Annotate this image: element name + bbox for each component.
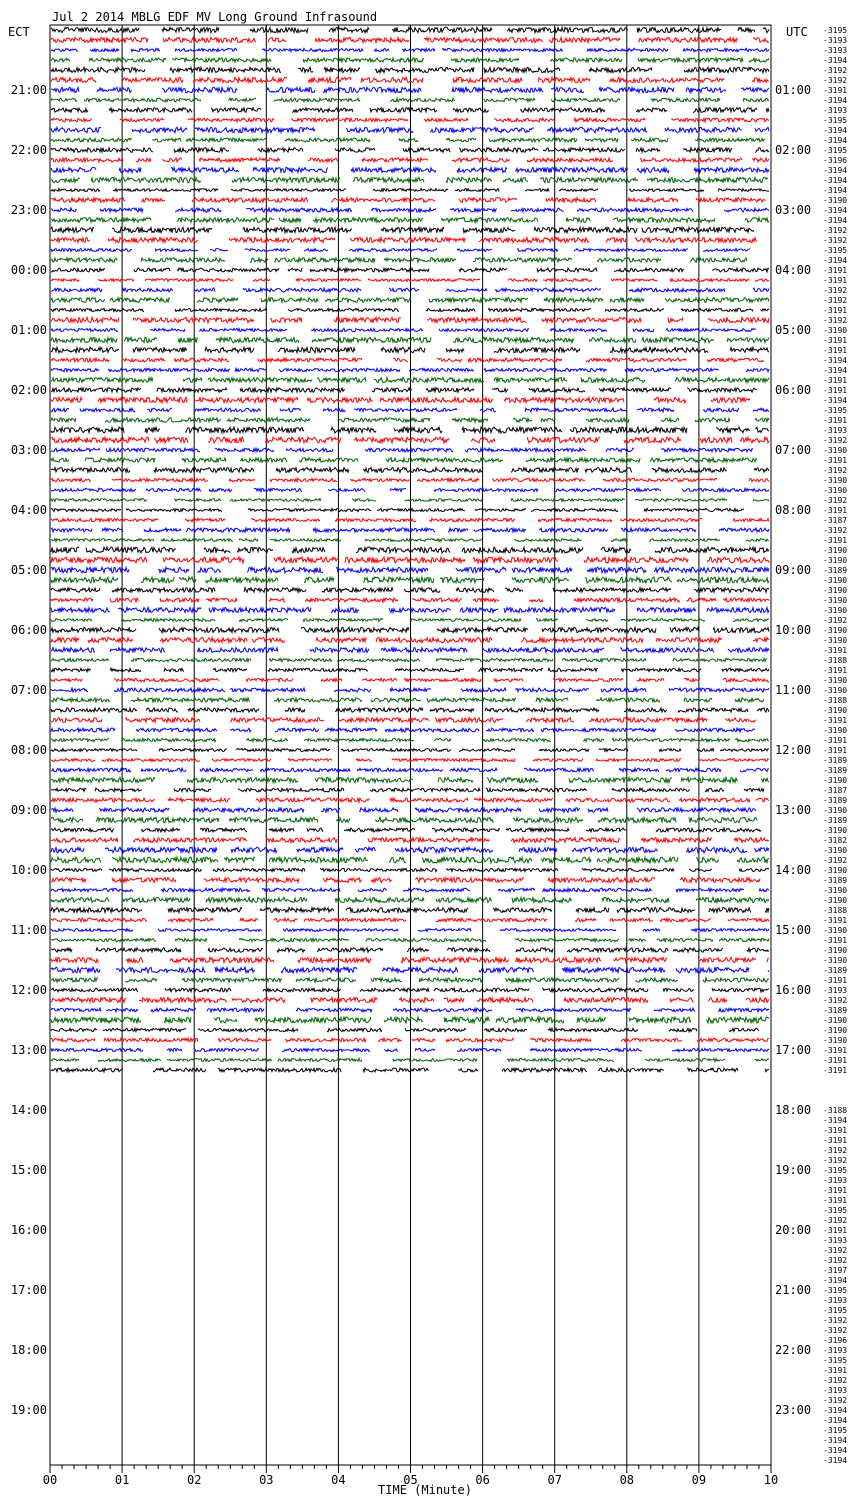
trace-row-20 [51, 227, 754, 233]
trace-offset-label: -3192 [823, 616, 848, 625]
trace-offset-label: -3191 [823, 86, 848, 95]
trace-row-80 [51, 828, 761, 832]
trace-offset-label: -3191 [823, 716, 848, 725]
left-hour-label: 22:00 [10, 143, 47, 157]
left-hour-label: 10:00 [10, 863, 47, 877]
left-hour-label: 03:00 [10, 443, 47, 457]
trace-offset-label: -3190 [823, 776, 848, 785]
trace-offset-label: -3195 [823, 1306, 848, 1315]
trace-offset-label: -3195 [823, 1356, 848, 1365]
trace-offset-label: -3193 [823, 1386, 848, 1395]
trace-row-67 [51, 698, 764, 702]
trace-offset-label: -3193 [823, 986, 848, 995]
trace-offset-label: -3190 [823, 886, 848, 895]
trace-offset-label: -3195 [823, 1206, 848, 1215]
trace-row-23 [51, 258, 747, 262]
trace-offset-label: -3192 [823, 1246, 848, 1255]
x-tick-label-9: 09 [691, 1473, 707, 1487]
right-hour-label: 23:00 [775, 1403, 812, 1417]
trace-offset-label: -3190 [823, 896, 848, 905]
trace-offset-label: -3196 [823, 1336, 848, 1345]
trace-row-37 [51, 397, 750, 402]
left-hour-label: 05:00 [10, 563, 47, 577]
trace-offset-label: -3192 [823, 1256, 848, 1265]
chart-title: Jul 2 2014 MBLG EDF MV Long Ground Infrasound [52, 10, 378, 24]
trace-offset-label: -3192 [823, 236, 848, 245]
trace-offset-label: -3196 [823, 156, 848, 165]
trace-offset-label: -3192 [823, 1396, 848, 1405]
left-hour-label: 00:00 [10, 263, 47, 277]
trace-offset-label: -3190 [823, 866, 848, 875]
x-tick-label-2: 02 [186, 1473, 202, 1487]
trace-offset-label: -3191 [823, 646, 848, 655]
trace-offset-label: -3190 [823, 956, 848, 965]
right-axis-title: UTC [786, 25, 808, 39]
trace-offset-label: -3195 [823, 1286, 848, 1295]
x-tick-label-7: 07 [547, 1473, 562, 1487]
trace-offset-label: -3194 [823, 166, 848, 175]
trace-offset-label: -3188 [823, 1106, 848, 1115]
trace-offset-label: -3194 [823, 366, 848, 375]
trace-offset-label: -3191 [823, 376, 848, 385]
trace-offset-label: -3191 [823, 936, 848, 945]
trace-offset-label: -3193 [823, 1346, 848, 1355]
trace-offset-label: -3187 [823, 516, 848, 525]
trace-offset-label: -3194 [823, 1436, 848, 1445]
x-tick-label-3: 03 [259, 1473, 274, 1487]
trace-offset-label: -3191 [823, 1186, 848, 1195]
trace-row-33 [51, 358, 764, 362]
trace-offset-label: -3190 [823, 806, 848, 815]
trace-row-42 [51, 448, 753, 452]
trace-offset-label: -3192 [823, 1216, 848, 1225]
right-hour-label: 14:00 [775, 863, 812, 877]
trace-offset-label: -3190 [823, 686, 848, 695]
trace-offset-label: -3194 [823, 1456, 848, 1465]
trace-offset-label: -3191 [823, 666, 848, 675]
left-hour-label: 09:00 [10, 803, 47, 817]
right-hour-label: 16:00 [775, 983, 812, 997]
trace-offset-label: -3191 [823, 1046, 848, 1055]
trace-offset-label: -3192 [823, 226, 848, 235]
trace-offset-label: -3191 [823, 386, 848, 395]
left-hour-label: 02:00 [10, 383, 47, 397]
trace-offset-label: -3194 [823, 136, 848, 145]
trace-offset-label: -3189 [823, 1006, 848, 1015]
trace-offset-label: -3195 [823, 246, 848, 255]
trace-offset-label: -3189 [823, 816, 848, 825]
trace-offset-label: -3190 [823, 606, 848, 615]
trace-offset-label: -3191 [823, 1066, 848, 1075]
trace-offset-label: -3191 [823, 1226, 848, 1235]
right-hour-label: 12:00 [775, 743, 812, 757]
trace-offset-label: -3194 [823, 356, 848, 365]
left-hour-label: 23:00 [10, 203, 47, 217]
trace-offset-label: -3193 [823, 1296, 848, 1305]
trace-offset-label: -3192 [823, 496, 848, 505]
trace-offset-label: -3190 [823, 706, 848, 715]
left-hour-label: 13:00 [10, 1043, 47, 1057]
right-hour-label: 02:00 [775, 143, 812, 157]
trace-offset-label: -3192 [823, 76, 848, 85]
right-hour-label: 17:00 [775, 1043, 812, 1057]
trace-offset-label: -3190 [823, 1036, 848, 1045]
trace-offset-label: -3191 [823, 336, 848, 345]
trace-offset-label: -3190 [823, 1026, 848, 1035]
trace-offset-label: -3192 [823, 1376, 848, 1385]
right-hour-label: 11:00 [775, 683, 812, 697]
trace-offset-label: -3191 [823, 536, 848, 545]
trace-offset-label: -3189 [823, 766, 848, 775]
trace-offset-label: -3190 [823, 826, 848, 835]
trace-offset-label: -3194 [823, 396, 848, 405]
trace-row-36 [51, 388, 757, 393]
trace-offset-label: -3188 [823, 656, 848, 665]
trace-offset-label: -3190 [823, 446, 848, 455]
trace-offset-label: -3195 [823, 146, 848, 155]
trace-offset-label: -3193 [823, 1236, 848, 1245]
right-hour-label: 09:00 [775, 563, 812, 577]
trace-offset-label: -3190 [823, 596, 848, 605]
trace-row-17 [51, 198, 765, 203]
trace-offset-label: -3191 [823, 1366, 848, 1375]
left-hour-label: 06:00 [10, 623, 47, 637]
trace-offset-label: -3187 [823, 786, 848, 795]
trace-offset-label: -3194 [823, 206, 848, 215]
trace-offset-label: -3194 [823, 1116, 848, 1125]
trace-offset-label: -3192 [823, 436, 848, 445]
trace-offset-label: -3192 [823, 316, 848, 325]
trace-offset-label: -3190 [823, 586, 848, 595]
x-tick-label-1: 01 [114, 1473, 130, 1487]
trace-offset-label: -3195 [823, 406, 848, 415]
trace-offset-label: -3191 [823, 506, 848, 515]
right-hour-label: 18:00 [775, 1103, 812, 1117]
x-axis-label: TIME (Minute) [378, 1483, 472, 1497]
left-hour-labels [11, 83, 47, 1417]
left-hour-label: 14:00 [10, 1103, 47, 1117]
x-tick-label-5: 05 [403, 1473, 418, 1487]
x-tick-label-4: 04 [331, 1473, 346, 1487]
trace-offset-label: -3194 [823, 1416, 848, 1425]
trace-offset-label: -3192 [823, 296, 848, 305]
trace-offset-label: -3190 [823, 196, 848, 205]
trace-offset-label: -3192 [823, 1146, 848, 1155]
trace-offset-label: -3192 [823, 1326, 848, 1335]
trace-offset-label: -3191 [823, 746, 848, 755]
trace-offset-label: -3190 [823, 1016, 848, 1025]
trace-offset-label: -3192 [823, 286, 848, 295]
trace-row-48 [51, 509, 744, 512]
trace-offset-label: -3191 [823, 976, 848, 985]
left-hour-label: 15:00 [10, 1163, 47, 1177]
trace-offset-label: -3190 [823, 846, 848, 855]
left-axis-title: ECT [8, 25, 30, 39]
trace-offset-label: -3193 [823, 106, 848, 115]
trace-offset-label: -3194 [823, 1446, 848, 1455]
trace-offset-label: -3197 [823, 1266, 848, 1275]
trace-offset-label: -3189 [823, 796, 848, 805]
trace-row-69 [51, 718, 756, 723]
x-tick-label-10: 10 [763, 1473, 779, 1487]
right-hour-label: 10:00 [775, 623, 812, 637]
trace-offset-label: -3191 [823, 1056, 848, 1065]
trace-offset-label: -3190 [823, 676, 848, 685]
right-hour-label: 08:00 [775, 503, 812, 517]
trace-offset-label: -3195 [823, 1166, 848, 1175]
right-hour-label: 22:00 [775, 1343, 812, 1357]
trace-row-11 [51, 138, 765, 142]
trace-offset-label: -3189 [823, 756, 848, 765]
trace-offset-label: -3192 [823, 1316, 848, 1325]
trace-row-63 [51, 658, 767, 661]
trace-offset-label: -3192 [823, 996, 848, 1005]
trace-offset-label: -3192 [823, 526, 848, 535]
trace-row-85 [51, 878, 760, 883]
right-hour-label: 20:00 [775, 1223, 812, 1237]
left-hour-label: 16:00 [10, 1223, 47, 1237]
right-hour-label: 13:00 [775, 803, 812, 817]
x-tick-label-6: 06 [475, 1473, 490, 1487]
trace-offset-label: -3190 [823, 476, 848, 485]
trace-offset-label: -3189 [823, 876, 848, 885]
trace-offset-label: -3190 [823, 486, 848, 495]
right-hour-label: 19:00 [775, 1163, 812, 1177]
trace-offset-label: -3192 [823, 466, 848, 475]
right-hour-label: 05:00 [775, 323, 812, 337]
left-hour-label: 07:00 [10, 683, 47, 697]
right-hour-label: 07:00 [775, 443, 812, 457]
trace-offset-label: -3195 [823, 26, 848, 35]
trace-offset-label: -3190 [823, 726, 848, 735]
trace-offset-label: -3188 [823, 906, 848, 915]
trace-offset-label: -3191 [823, 276, 848, 285]
left-hour-label: 08:00 [10, 743, 47, 757]
right-hour-label: 06:00 [775, 383, 812, 397]
trace-row-76 [51, 788, 764, 792]
left-hour-label: 12:00 [10, 983, 47, 997]
trace-offset-label: -3191 [823, 1196, 848, 1205]
trace-row-70 [51, 728, 755, 732]
right-hour-label: 21:00 [775, 1283, 812, 1297]
trace-offset-label: -3191 [823, 916, 848, 925]
trace-offset-label: -3191 [823, 346, 848, 355]
right-hour-labels [775, 83, 811, 1417]
trace-offset-label: -3194 [823, 1276, 848, 1285]
trace-row-79 [51, 817, 757, 822]
trace-offset-label: -3193 [823, 1176, 848, 1185]
trace-offset-label: -3194 [823, 216, 848, 225]
trace-offset-label: -3191 [823, 456, 848, 465]
right-hour-label: 01:00 [775, 83, 812, 97]
trace-row-21 [51, 237, 757, 242]
trace-offset-label: -3194 [823, 176, 848, 185]
x-tick-label-0: 00 [42, 1473, 58, 1487]
trace-offset-label: -3191 [823, 1136, 848, 1145]
trace-offset-label: -3191 [823, 306, 848, 315]
left-hour-label: 21:00 [10, 83, 47, 97]
trace-offset-label: -3190 [823, 556, 848, 565]
trace-offset-label: -3194 [823, 56, 848, 65]
trace-offset-label: -3190 [823, 546, 848, 555]
left-hour-label: 19:00 [10, 1403, 47, 1417]
trace-offset-label: -3190 [823, 926, 848, 935]
right-hour-label: 03:00 [775, 203, 812, 217]
trace-offset-label: -3190 [823, 626, 848, 635]
trace-offset-label: -3191 [823, 416, 848, 425]
trace-offset-label: -3194 [823, 126, 848, 135]
trace-offset-label: -3193 [823, 36, 848, 45]
trace-offset-label: -3195 [823, 1426, 848, 1435]
trace-offset-label: -3195 [823, 116, 848, 125]
trace-offset-label: -3192 [823, 1156, 848, 1165]
trace-offset-label: -3193 [823, 46, 848, 55]
trace-row-22 [51, 249, 750, 252]
trace-row-15 [51, 177, 768, 182]
trace-offset-label: -3192 [823, 856, 848, 865]
left-hour-label: 18:00 [10, 1343, 47, 1357]
trace-offset-label: -3190 [823, 576, 848, 585]
trace-offset-label: -3182 [823, 836, 848, 845]
trace-offset-label: -3193 [823, 426, 848, 435]
trace-offset-label: -3190 [823, 326, 848, 335]
x-tick-label-8: 08 [619, 1473, 635, 1487]
trace-offset-label: -3194 [823, 1406, 848, 1415]
right-hour-label: 04:00 [775, 263, 812, 277]
trace-offset-label: -3191 [823, 1126, 848, 1135]
trace-offset-label: -3188 [823, 696, 848, 705]
trace-offset-label: -3190 [823, 636, 848, 645]
left-hour-label: 04:00 [10, 503, 47, 517]
right-hour-label: 15:00 [775, 923, 812, 937]
trace-offset-label: -3192 [823, 66, 848, 75]
trace-offset-label: -3191 [823, 736, 848, 745]
trace-row-100 [51, 1028, 759, 1031]
trace-offset-labels [823, 26, 847, 1465]
trace-offset-label: -3194 [823, 186, 848, 195]
trace-offset-label: -3189 [823, 566, 848, 575]
trace-offset-label: -3194 [823, 96, 848, 105]
left-hour-label: 17:00 [10, 1283, 47, 1297]
trace-offset-label: -3190 [823, 946, 848, 955]
trace-offset-label: -3194 [823, 256, 848, 265]
left-hour-label: 01:00 [10, 323, 47, 337]
trace-row-78 [51, 808, 756, 812]
trace-offset-label: -3191 [823, 266, 848, 275]
trace-offset-label: -3189 [823, 966, 848, 975]
left-hour-label: 11:00 [10, 923, 47, 937]
